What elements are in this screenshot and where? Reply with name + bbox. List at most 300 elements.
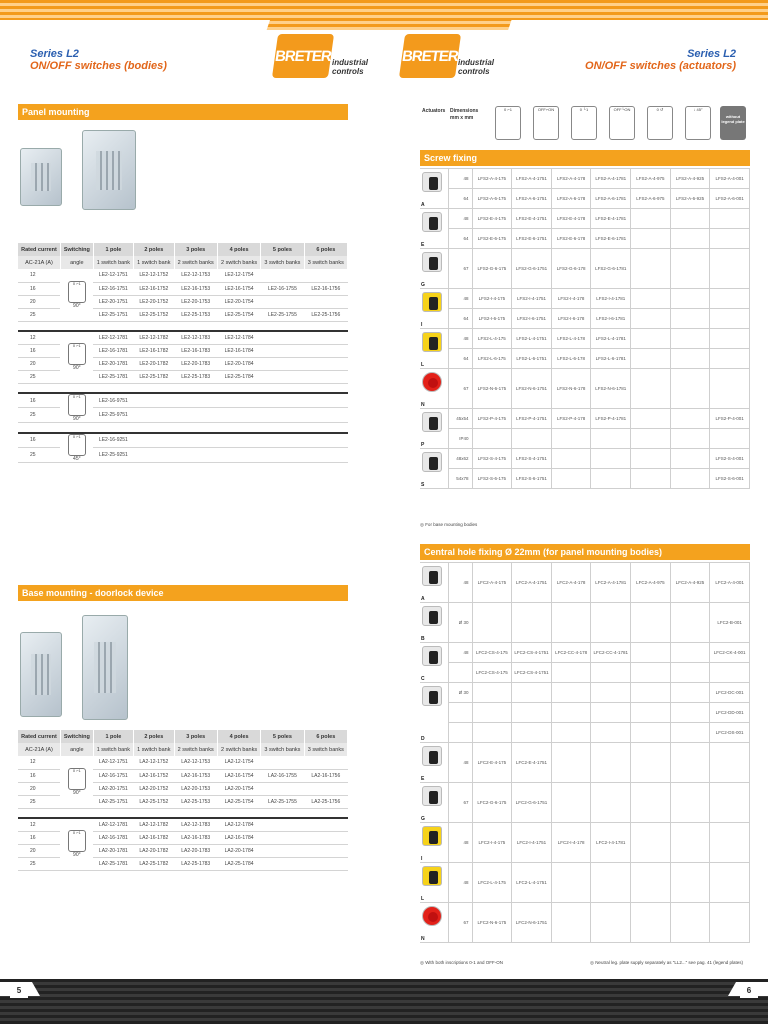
- part-number-cell: [304, 344, 347, 357]
- part-number-cell: [670, 703, 710, 723]
- dimension-cell: [448, 663, 472, 683]
- part-number-cell: LFC2-N-6-175: [472, 903, 512, 943]
- part-number-cell: [631, 643, 671, 663]
- column-subheader: 1 switch bank: [93, 256, 133, 269]
- actuator-handle-icon: [422, 252, 442, 272]
- part-number-cell: LFS2-S-4-001: [710, 449, 750, 469]
- dimension-cell: Ø 30: [448, 603, 472, 643]
- part-number-cell: [670, 723, 710, 743]
- part-number-cell: [261, 344, 304, 357]
- knob-icon: [428, 378, 438, 388]
- rated-current-cell: 16: [18, 831, 60, 844]
- actuator-image-cell: [420, 603, 448, 643]
- part-number-cell: LE2-16-1751: [93, 282, 133, 295]
- without-legend-plate-badge: without legend plate: [720, 106, 746, 140]
- part-number-cell: LA2-12-1754: [217, 756, 260, 769]
- part-number-cell: LFC2-I-4-175: [472, 823, 512, 863]
- left-series-subtitle: ON/OFF switches (bodies): [30, 60, 167, 72]
- rated-current-cell: 20: [18, 295, 60, 308]
- part-number-cell: [134, 433, 174, 448]
- part-number-cell: [591, 783, 631, 823]
- part-number-cell: LFS2-L-4-178: [551, 329, 591, 349]
- actuator-handle-icon: [422, 172, 442, 192]
- part-number-cell: [304, 831, 347, 844]
- switch-off-on-icon: OFF⌐ON: [533, 106, 559, 140]
- part-number-cell: [174, 393, 217, 408]
- part-number-cell: LFS2-P-4-178: [551, 409, 591, 429]
- part-number-cell: LFS2-N-6-175: [472, 369, 512, 409]
- part-number-cell: [591, 449, 631, 469]
- part-number-cell: LFC2-DS-001: [710, 723, 750, 743]
- part-number-cell: [304, 818, 347, 831]
- part-number-cell: LFC2-CS-4-1751: [512, 663, 552, 683]
- column-header: 6 poles: [304, 730, 347, 743]
- switching-angle: 90°: [73, 789, 81, 796]
- part-number-cell: LFS2-A-6-001: [710, 189, 750, 209]
- actuator-handle-icon: [422, 826, 442, 846]
- part-number-cell: LFC2-L-4-1751: [512, 863, 552, 903]
- switch-45-icon: ↓ 45°: [685, 106, 711, 140]
- actuator-image-cell: [420, 563, 448, 603]
- rated-current-cell: 20: [18, 844, 60, 857]
- part-number-cell: LFS2-A-4-178: [551, 169, 591, 189]
- actuator-type-label: N: [421, 402, 425, 408]
- actuator-handle-icon: [422, 332, 442, 352]
- part-number-cell: [591, 469, 631, 489]
- switch-start-icon: 0 ↺: [647, 106, 673, 140]
- rated-current-cell: 25: [18, 370, 60, 383]
- part-number-cell: [670, 783, 710, 823]
- actuator-image-cell: [420, 743, 448, 783]
- part-number-cell: [710, 309, 750, 329]
- part-number-cell: [710, 289, 750, 309]
- part-number-cell: [261, 269, 304, 282]
- part-number-cell: LE2-16-1754: [217, 282, 260, 295]
- dimension-cell: Ø 30: [448, 683, 472, 703]
- part-number-cell: [261, 857, 304, 870]
- actuator-handle-icon: [422, 606, 442, 626]
- actuator-type-label: C: [421, 676, 425, 682]
- part-number-cell: [631, 429, 671, 449]
- part-number-cell: [304, 331, 347, 344]
- column-subheader: 2 switch banks: [174, 743, 217, 756]
- actuator-row: [420, 249, 750, 289]
- part-number-cell: LE2-16-1783: [174, 344, 217, 357]
- dimension-cell: [448, 703, 472, 723]
- actuator-image-cell: [420, 409, 448, 449]
- tagline-1-left: industrial: [332, 58, 369, 67]
- part-number-cell: LFS2-I-4-1781: [591, 289, 631, 309]
- part-number-cell: [304, 433, 347, 448]
- part-number-cell: [670, 209, 710, 229]
- part-number-cell: [261, 433, 304, 448]
- part-number-cell: LFC2-I-4-1751: [512, 823, 552, 863]
- part-number-cell: [670, 349, 710, 369]
- panel-mounting-title: Panel mounting: [18, 104, 348, 120]
- part-number-cell: [591, 863, 631, 903]
- table-row: [18, 269, 348, 282]
- part-number-cell: LFC2-A-4-925: [670, 563, 710, 603]
- part-number-cell: LFS2-A-4-925: [670, 169, 710, 189]
- part-number-cell: [512, 603, 552, 643]
- part-number-cell: [261, 447, 304, 462]
- part-number-cell: [670, 643, 710, 663]
- part-number-cell: [591, 903, 631, 943]
- part-number-cell: [174, 447, 217, 462]
- part-number-cell: [551, 743, 591, 783]
- actuator-row: [420, 643, 750, 663]
- part-number-cell: LE2-25-1755: [261, 308, 304, 321]
- knob-icon: [429, 457, 438, 470]
- column-header: 4 poles: [217, 243, 260, 256]
- actuator-row: [420, 209, 750, 229]
- part-number-cell: LFS2-S-6-1751: [512, 469, 552, 489]
- actuator-row: [420, 169, 750, 189]
- dimension-cell: IP40: [448, 429, 472, 449]
- part-number-cell: LFS2-I-4-1751: [512, 289, 552, 309]
- dimension-cell: 45x54: [448, 409, 472, 429]
- part-number-cell: LFS2-E-4-178: [551, 209, 591, 229]
- part-number-cell: LA2-25-1752: [134, 795, 174, 808]
- part-number-cell: LA2-16-1752: [134, 769, 174, 782]
- part-number-cell: [631, 369, 671, 409]
- switching-angle-cell: [60, 269, 93, 321]
- part-number-cell: LA2-16-1751: [93, 769, 133, 782]
- part-number-cell: LFC2-A-4-1751: [512, 563, 552, 603]
- part-number-cell: LE2-25-1756: [304, 308, 347, 321]
- part-number-cell: [631, 903, 671, 943]
- column-header: 1 pole: [93, 243, 133, 256]
- part-number-cell: [710, 823, 750, 863]
- part-number-cell: [551, 723, 591, 743]
- screw-fixing-table: [420, 168, 750, 489]
- part-number-cell: [631, 703, 671, 723]
- part-number-cell: LFS2-A-4-175: [472, 169, 512, 189]
- column-subheader: angle: [60, 256, 93, 269]
- actuator-handle-icon: [422, 866, 442, 886]
- column-subheader: AC-21A (A): [18, 743, 60, 756]
- part-number-cell: [631, 309, 671, 329]
- note-legend-plates-text: Neutral leg. plate supply separately as "LL2..." see pag. 41 (legend plates): [595, 960, 743, 965]
- part-number-cell: [217, 393, 260, 408]
- part-number-cell: [551, 429, 591, 449]
- actuator-row: [420, 743, 750, 783]
- part-number-cell: LFS2-P-4-001: [710, 409, 750, 429]
- part-number-cell: LFC2-DD-001: [710, 703, 750, 723]
- logo-tagline-left: [332, 58, 368, 76]
- group-spacer: [18, 383, 348, 393]
- part-number-cell: LE2-16-1756: [304, 282, 347, 295]
- part-number-cell: LE2-12-1752: [134, 269, 174, 282]
- actuator-image-cell: [420, 823, 448, 863]
- part-number-cell: LFS2-A-6-975: [631, 189, 671, 209]
- part-number-cell: LFC2-A-4-1781: [591, 563, 631, 603]
- part-number-cell: LA2-12-1781: [93, 818, 133, 831]
- part-number-cell: LA2-25-1751: [93, 795, 133, 808]
- part-number-cell: [710, 903, 750, 943]
- screw-note-text: For base mounting bodies: [425, 522, 478, 527]
- actuator-image-cell: [420, 209, 448, 249]
- part-number-cell: [134, 393, 174, 408]
- rated-current-cell: 25: [18, 795, 60, 808]
- part-number-cell: LFC2-A-4-178: [551, 563, 591, 603]
- part-number-cell: [631, 289, 671, 309]
- part-number-cell: LFS2-N-6-1781: [591, 369, 631, 409]
- part-number-cell: LE2-16-9251: [93, 433, 133, 448]
- dimension-cell: 48: [448, 209, 472, 229]
- actuator-type-label: G: [421, 816, 425, 822]
- part-number-cell: [710, 663, 750, 683]
- actuator-image-cell: [420, 449, 448, 489]
- actuator-image-cell: [420, 329, 448, 369]
- part-number-cell: LE2-16-1752: [134, 282, 174, 295]
- part-number-cell: LFC2-A-4-001: [710, 563, 750, 603]
- part-number-cell: [261, 782, 304, 795]
- actuator-image-cell: [420, 169, 448, 209]
- actuator-type-label: B: [421, 636, 425, 642]
- part-number-cell: [710, 863, 750, 903]
- switching-diagram-icon: 0 ⌐1: [68, 343, 86, 365]
- part-number-cell: LA2-25-1756: [304, 795, 347, 808]
- rated-current-cell: 20: [18, 782, 60, 795]
- column-subheader: 1 switch bank: [134, 256, 174, 269]
- part-number-cell: LFS2-L-6-1751: [512, 349, 552, 369]
- part-number-cell: LFS2-S-6-001: [710, 469, 750, 489]
- dimension-cell: 67: [448, 369, 472, 409]
- column-subheader: 2 switch banks: [217, 256, 260, 269]
- part-number-cell: [670, 229, 710, 249]
- actuator-row: [420, 329, 750, 349]
- part-number-cell: [261, 844, 304, 857]
- table-row: [18, 331, 348, 344]
- part-number-cell: [304, 357, 347, 370]
- dimension-cell: 67: [448, 249, 472, 289]
- part-number-cell: LFS2-S-4-1751: [512, 449, 552, 469]
- part-number-cell: LA2-20-1751: [93, 782, 133, 795]
- rated-current-cell: 12: [18, 818, 60, 831]
- part-number-cell: LFS2-E-6-1781: [591, 229, 631, 249]
- part-number-cell: LFS2-G-6-178: [551, 249, 591, 289]
- part-number-cell: [710, 369, 750, 409]
- part-number-cell: LE2-16-1782: [134, 344, 174, 357]
- dimension-cell: 48: [448, 289, 472, 309]
- knob-icon: [429, 177, 438, 190]
- part-number-cell: LA2-20-1752: [134, 782, 174, 795]
- knob-icon: [429, 611, 438, 624]
- part-number-cell: LE2-25-1784: [217, 370, 260, 383]
- part-number-cell: LA2-25-1783: [174, 857, 217, 870]
- rated-current-cell: 25: [18, 408, 60, 423]
- part-number-cell: LFS2-N-6-178: [551, 369, 591, 409]
- part-number-cell: LFC2-A-4-975: [631, 563, 671, 603]
- breter-logo-right: BRETER: [399, 34, 461, 78]
- part-number-cell: LE2-16-1753: [174, 282, 217, 295]
- part-number-cell: [670, 863, 710, 903]
- column-subheader: 3 switch banks: [304, 256, 347, 269]
- group-divider: [18, 383, 348, 393]
- column-subheader: AC-21A (A): [18, 256, 60, 269]
- column-subheader: 3 switch banks: [261, 256, 304, 269]
- part-number-cell: LA2-25-1754: [217, 795, 260, 808]
- actuator-image-cell: [420, 863, 448, 903]
- part-number-cell: LFC2-CC-4-1781: [591, 643, 631, 663]
- part-number-cell: LA2-20-1754: [217, 782, 260, 795]
- right-series-title: Series L2: [687, 48, 736, 60]
- part-number-cell: LA2-20-1782: [134, 844, 174, 857]
- part-number-cell: [261, 331, 304, 344]
- part-number-cell: [591, 723, 631, 743]
- part-number-cell: LA2-20-1784: [217, 844, 260, 857]
- part-number-cell: LFS2-I-6-178: [551, 309, 591, 329]
- actuator-image-cell: [420, 249, 448, 289]
- actuator-row: [420, 309, 750, 329]
- central-hole-title: Central hole fixing Ø 22mm (for panel mounting bodies): [420, 544, 750, 560]
- switch-0-1-90-icon: 0 └1: [571, 106, 597, 140]
- part-number-cell: [551, 903, 591, 943]
- column-header: 3 poles: [174, 730, 217, 743]
- part-number-cell: [631, 409, 671, 429]
- actuator-type-label: S: [421, 482, 425, 488]
- part-number-cell: LFS2-A-6-925: [670, 189, 710, 209]
- dimension-cell: 67: [448, 903, 472, 943]
- part-number-cell: LFS2-A-6-175: [472, 189, 512, 209]
- actuator-handle-icon: [422, 906, 442, 926]
- switching-angle-cell: [60, 331, 93, 383]
- part-number-cell: [512, 429, 552, 449]
- table-row: [18, 818, 348, 831]
- part-number-cell: [670, 409, 710, 429]
- part-number-cell: [134, 447, 174, 462]
- part-number-cell: [670, 663, 710, 683]
- actuator-row: [420, 429, 750, 449]
- footer-stripes: [0, 979, 768, 1024]
- part-number-cell: [134, 408, 174, 423]
- part-number-cell: [670, 309, 710, 329]
- part-number-cell: LFC2-N-6-1751: [512, 903, 552, 943]
- part-number-cell: LE2-25-1783: [174, 370, 217, 383]
- part-number-cell: LA2-16-1783: [174, 831, 217, 844]
- rated-current-cell: 16: [18, 433, 60, 448]
- left-series-heading: [30, 48, 167, 72]
- actuator-row: [420, 703, 750, 723]
- panel-body-image-1: [20, 148, 62, 206]
- group-divider: [18, 808, 348, 818]
- switching-angle: 45°: [73, 455, 81, 462]
- switching-angle-cell: [60, 433, 93, 463]
- actuator-type-label: E: [421, 776, 425, 782]
- tagline-2-right: controls: [458, 67, 490, 76]
- knob-icon: [429, 651, 438, 664]
- actuator-row: [420, 349, 750, 369]
- part-number-cell: LA2-20-1783: [174, 844, 217, 857]
- rated-current-cell: 16: [18, 282, 60, 295]
- part-number-cell: LA2-12-1784: [217, 818, 260, 831]
- part-number-cell: LFC2-E-4-1751: [512, 743, 552, 783]
- part-number-cell: [217, 433, 260, 448]
- part-number-cell: LFS2-P-4-1781: [591, 409, 631, 429]
- part-number-cell: [261, 831, 304, 844]
- part-number-cell: [631, 229, 671, 249]
- part-number-cell: LFC2-DC-001: [710, 683, 750, 703]
- part-number-cell: LFS2-E-6-1751: [512, 229, 552, 249]
- part-number-cell: LFS2-G-6-1751: [512, 249, 552, 289]
- switching-diagram-icon: 0 ⌐1: [68, 768, 86, 790]
- part-number-cell: [551, 603, 591, 643]
- part-number-cell: LA2-25-1782: [134, 857, 174, 870]
- table-row: [18, 393, 348, 408]
- part-number-cell: LFS2-L-6-175: [472, 349, 512, 369]
- dimension-cell: 48: [448, 329, 472, 349]
- part-number-cell: [710, 209, 750, 229]
- rated-current-cell: 20: [18, 357, 60, 370]
- part-number-cell: [631, 663, 671, 683]
- part-number-cell: [591, 743, 631, 783]
- rated-current-cell: 12: [18, 269, 60, 282]
- knob-icon: [429, 571, 438, 584]
- column-subheader: 3 switch banks: [304, 743, 347, 756]
- part-number-cell: LE2-16-1784: [217, 344, 260, 357]
- base-mounting-table: [18, 730, 348, 871]
- tagline-2-left: controls: [332, 67, 364, 76]
- part-number-cell: [591, 663, 631, 683]
- actuator-type-label: P: [421, 442, 425, 448]
- column-subheader: 1 switch bank: [93, 743, 133, 756]
- part-number-cell: LFS2-A-6-178: [551, 189, 591, 209]
- switching-angle: 90°: [73, 852, 81, 859]
- part-number-cell: LFS2-S-4-175: [472, 449, 512, 469]
- part-number-cell: LFS2-I-6-1751: [512, 309, 552, 329]
- actuator-row: [420, 409, 750, 429]
- part-number-cell: [551, 783, 591, 823]
- part-number-cell: [512, 683, 552, 703]
- actuator-type-label: E: [421, 242, 425, 248]
- panel-body-image-2: [82, 130, 136, 210]
- switching-diagram-icon: 0 ⌐1: [68, 281, 86, 303]
- part-number-cell: [591, 429, 631, 449]
- group-divider: [18, 423, 348, 433]
- part-number-cell: LE2-12-1782: [134, 331, 174, 344]
- part-number-cell: LFC2-CS-4-1751: [512, 643, 552, 663]
- part-number-cell: LFC2-E-4-175: [472, 743, 512, 783]
- part-number-cell: LFS2-A-6-1781: [591, 189, 631, 209]
- dimension-cell: [448, 723, 472, 743]
- actuator-row: [420, 863, 750, 903]
- actuator-row: [420, 683, 750, 703]
- dimension-cell: 48: [448, 863, 472, 903]
- actuator-row: [420, 369, 750, 409]
- page-number-right: 6: [740, 984, 758, 998]
- part-number-cell: LE2-25-1752: [134, 308, 174, 321]
- part-number-cell: [261, 370, 304, 383]
- part-number-cell: LFC2-L-4-175: [472, 863, 512, 903]
- dimension-cell: 48: [448, 743, 472, 783]
- actuator-handle-icon: [422, 746, 442, 766]
- part-number-cell: [472, 429, 512, 449]
- part-number-cell: LE2-25-9751: [93, 408, 133, 423]
- screw-note: ◎ For base mounting bodies: [420, 522, 478, 527]
- part-number-cell: LFC2-G-6-175: [472, 783, 512, 823]
- part-number-cell: [551, 863, 591, 903]
- part-number-cell: LA2-16-1753: [174, 769, 217, 782]
- actuator-row: [420, 903, 750, 943]
- column-subheader: 2 switch banks: [174, 256, 217, 269]
- part-number-cell: LE2-25-1753: [174, 308, 217, 321]
- actuator-row: [420, 229, 750, 249]
- logo-tagline-right: [458, 58, 494, 76]
- part-number-cell: LE2-25-1754: [217, 308, 260, 321]
- actuator-image-cell: [420, 683, 448, 743]
- switching-angle: 90°: [73, 302, 81, 309]
